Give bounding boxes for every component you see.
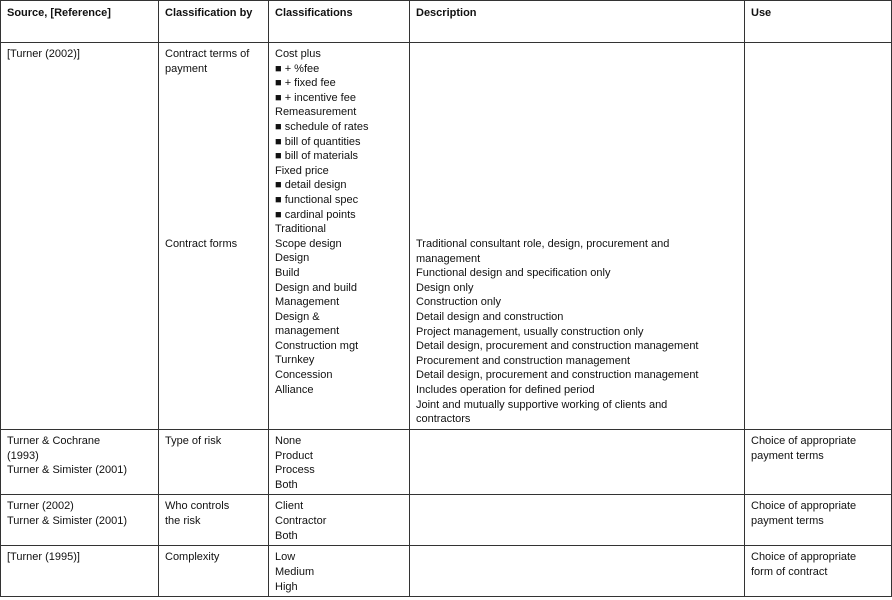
list-item: Concession [275,369,333,382]
description-line: contractors [416,413,471,426]
classification-by-cell [159,495,269,546]
list-item: Both [275,529,298,542]
description-line: Detail design, procurement and construction management [416,369,699,382]
list-item: ■ + incentive fee [275,91,356,104]
use-cell [745,430,892,495]
list-item: None [275,435,302,447]
list-item: ■ + %fee [275,62,320,75]
source-text: Turner (2002) [7,500,74,513]
description-line: management [416,252,481,265]
description-line: Traditional consultant role, design, procurement and [416,238,670,250]
use-cell [745,495,892,546]
header-row [1,1,892,43]
source-text: Turner & Simister (2001) [7,464,128,477]
description-line: Detail design and construction [416,310,564,323]
classifications-cell [269,430,410,495]
source-text: Turner & Simister (2001) [7,514,128,527]
description-cell [410,43,745,430]
list-item: ■ cardinal points [275,208,356,221]
description-line: Joint and mutually supportive working of clients and [416,398,668,411]
classifications-cell [269,546,410,597]
source-cell [1,495,159,546]
use-text: Choice of appropriate [751,500,857,513]
classification-by-cell [159,546,269,597]
use-cell [745,546,892,597]
list-item: Contractor [275,514,327,527]
description-line: Functional design and specification only [416,267,611,280]
list-item: Design [275,252,310,265]
header-description: Description [410,1,745,43]
source-text: [Turner (2002)] [7,48,80,60]
table-row [1,495,892,546]
list-item: Turnkey [275,354,315,367]
header-source: Source, [Reference] [1,1,159,43]
list-item: Scope design [275,237,342,250]
source-text: [Turner (1995)] [7,551,80,564]
list-item: Cost plus [275,48,321,60]
list-item: Build [275,266,300,279]
list-item: Client [275,500,304,513]
list-item: Process [275,464,315,477]
classification-by-cell [159,430,269,495]
list-item: High [275,580,298,593]
table-row [1,43,892,430]
description-line: Includes operation for defined period [416,383,595,396]
list-item: Low [275,551,296,564]
classifications-cell [269,43,410,430]
classification-by-text: Type of risk [165,435,222,447]
list-item: Medium [275,565,315,578]
classification-by-text: the risk [165,514,201,527]
header-classification-by: Classification by [159,1,269,43]
list-item: ■ bill of materials [275,150,359,163]
table-row [1,546,892,597]
source-cell [1,43,159,430]
classification-by-text: Complexity [165,551,220,564]
use-text: Choice of appropriate [751,435,857,447]
list-item: management [275,325,340,338]
header-use: Use [745,1,892,43]
list-item: Product [275,449,313,462]
list-item: ■ functional spec [275,193,359,206]
list-item: Management [275,296,340,309]
classification-by-text: Contract terms of payment [165,48,250,75]
classification-by-text: Contract forms [165,237,238,250]
list-item: Design & [275,310,320,323]
classifications-cell [269,495,410,546]
source-text: (1993) [7,449,39,462]
description-line: Procurement and construction management [416,354,631,367]
use-text: payment terms [751,514,824,527]
list-item: Both [275,478,298,491]
description-line: Construction only [416,296,501,309]
description-line: Project management, usually construction only [416,325,644,338]
list-item: Remeasurement [275,106,357,119]
classification-by-cell [159,43,269,430]
use-text: Choice of appropriate [751,551,857,564]
list-item: Fixed price [275,164,329,177]
list-item: ■ detail design [275,179,347,192]
list-item: Traditional [275,223,326,236]
header-classifications: Classifications [269,1,410,43]
list-item: Construction mgt [275,339,359,352]
list-item: Design and build [275,281,357,294]
list-item: ■ bill of quantities [275,135,361,148]
description-cell [410,495,745,546]
description-cell [410,430,745,495]
description-line: Detail design, procurement and construction management [416,340,699,353]
list-item: Alliance [275,383,314,396]
table-row [1,430,892,495]
list-item: ■ schedule of rates [275,120,369,133]
description-cell [410,546,745,597]
use-cell [745,43,892,430]
use-text: form of contract [751,565,828,578]
source-cell [1,546,159,597]
use-text: payment terms [751,449,824,462]
classification-by-text: Who controls [165,500,230,513]
source-cell [1,430,159,495]
description-line: Design only [416,281,474,294]
source-text: Turner & Cochrane [7,435,101,447]
list-item: ■ + fixed fee [275,77,336,90]
